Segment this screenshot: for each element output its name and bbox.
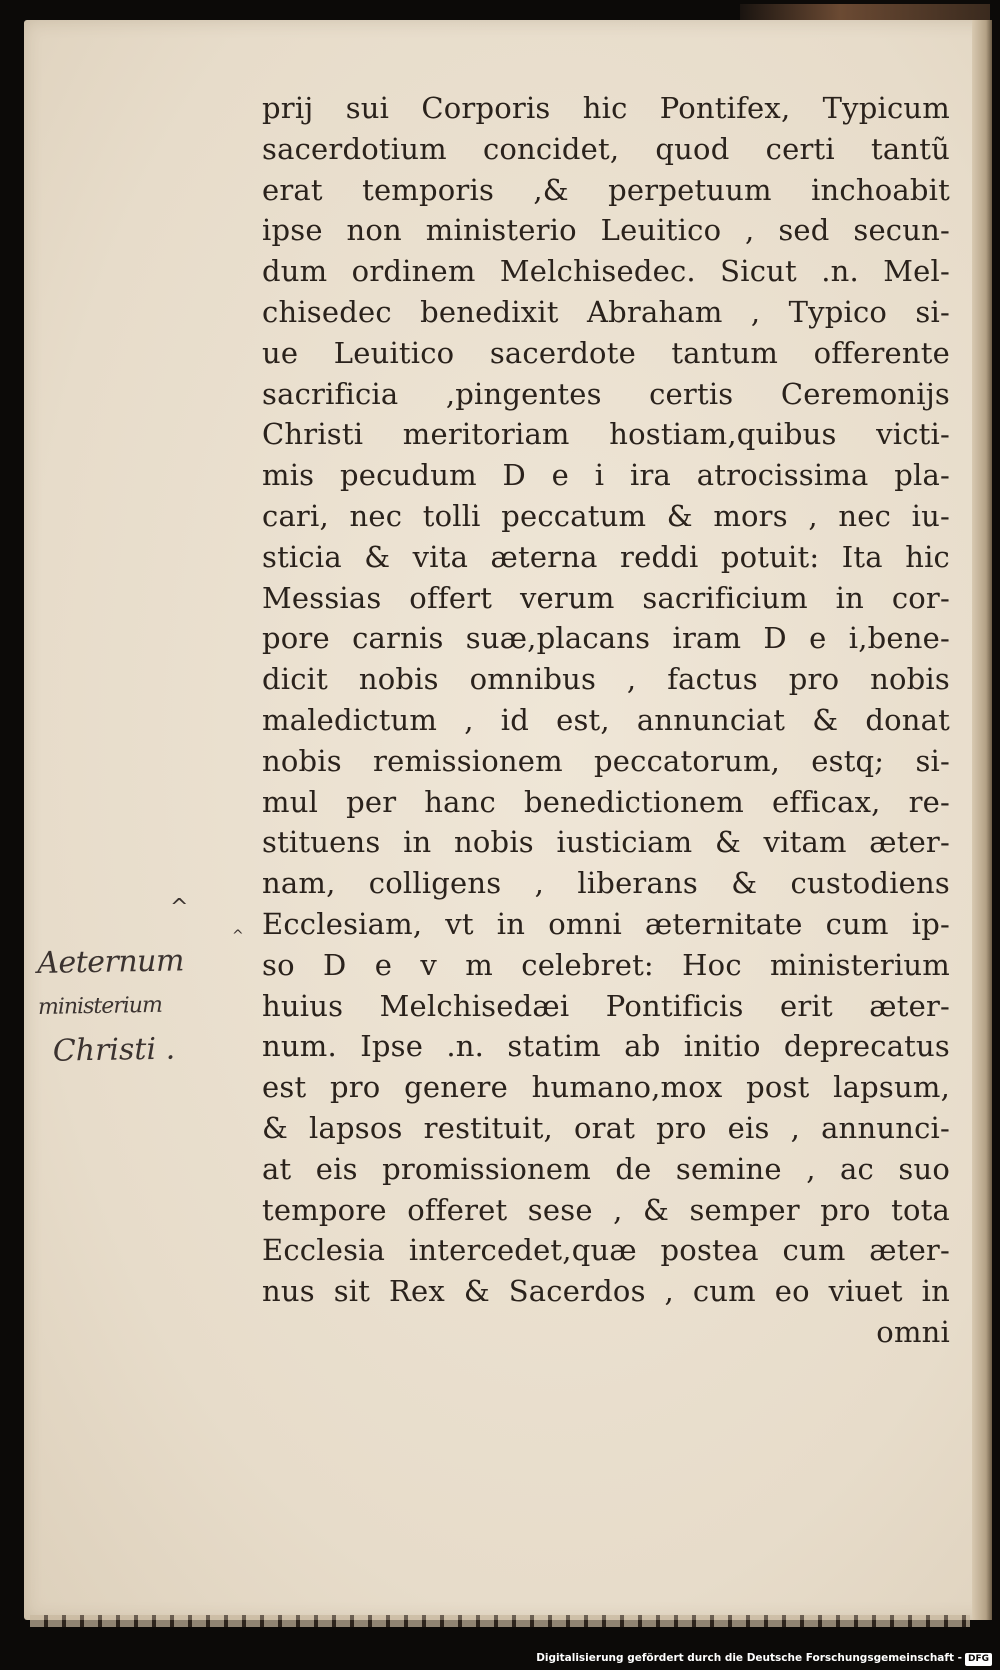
- insertion-caret-mark: ^: [232, 928, 244, 944]
- text-line: dicit nobis omnibus , factus pro nobis: [262, 662, 950, 697]
- text-line: ipse non ministerio Leuitico , sed secun-: [262, 213, 950, 248]
- text-line: dum ordinem Melchisedec. Sicut .n. Mel-: [262, 254, 950, 289]
- insertion-caret-mark: ^: [170, 895, 189, 920]
- catchword: omni: [876, 1314, 950, 1349]
- text-line: cari, nec tolli peccatum & mors , nec iu-: [262, 498, 950, 533]
- text-line: pore carnis suæ,placans iram D e i,bene-: [262, 621, 950, 656]
- text-line: Christi meritoriam hostiam,quibus victi-: [262, 417, 950, 452]
- text-line: maledictum , id est, annunciat & donat: [262, 702, 950, 737]
- text-line: mul per hanc benedictionem efficax, re-: [262, 784, 950, 819]
- text-line: Ecclesia intercedet,quæ postea cum æter-: [262, 1233, 950, 1268]
- margin-note-line: Aeternum: [36, 943, 185, 981]
- text-line: sacerdotium concidet, quod certi tantũ: [262, 131, 950, 166]
- text-line: nam, colligens , liberans & custodiens: [262, 866, 950, 901]
- handwritten-margin-note: [37, 938, 264, 1074]
- text-line: at eis promissionem de semine , ac suo: [262, 1151, 950, 1186]
- text-line: so D e v m celebret: Hoc ministerium: [262, 947, 950, 982]
- text-line: num. Ipse .n. statim ab initio deprecatus: [262, 1029, 950, 1064]
- text-line: tempore offeret sese , & semper pro tota: [262, 1192, 950, 1227]
- credit-text: Digitalisierung gefördert durch die Deutsche Forschungsgemeinschaft -: [536, 1652, 962, 1664]
- binding-strip-bottom: [30, 1615, 970, 1627]
- dfg-logo: DFG: [965, 1653, 992, 1666]
- text-line: chisedec benedixit Abraham , Typico si-: [262, 294, 950, 329]
- text-line: prij sui Corporis hic Pontifex, Typicum: [262, 91, 950, 125]
- text-line: mis pecudum D e i ira atrocissima pla-: [262, 458, 950, 493]
- digitization-credit: [536, 1649, 992, 1667]
- margin-note-line: ministerium: [37, 992, 163, 1020]
- text-line: erat temporis ,& perpetuum inchoabit: [262, 172, 950, 207]
- printed-text-block: [262, 88, 950, 1353]
- text-line: stituens in nobis iusticiam & vitam æter-: [262, 825, 950, 860]
- text-line: est pro genere humano,mox post lapsum,: [262, 1070, 950, 1105]
- text-line: nus sit Rex & Sacerdos , cum eo viuet in: [262, 1274, 950, 1309]
- margin-note-line: Christi .: [52, 1031, 176, 1069]
- text-line: & lapsos restituit, orat pro eis , annunci-: [262, 1110, 950, 1145]
- text-line: sticia & vita æterna reddi potuit: Ita hic: [262, 539, 950, 574]
- text-line: sacrificia ,pingentes certis Ceremonijs: [262, 376, 950, 411]
- text-line: Messias offert verum sacrificium in cor-: [262, 580, 950, 615]
- text-line: ue Leuitico sacerdote tantum offerente: [262, 335, 950, 370]
- text-line: Ecclesiam, vt in omni æternitate cum ip-: [262, 906, 950, 941]
- text-line: nobis remissionem peccatorum, estq; si-: [262, 743, 950, 778]
- page-edge: [972, 20, 992, 1620]
- text-line: huius Melchisedæi Pontificis erit æter-: [262, 988, 950, 1023]
- binding-strip-top: [740, 4, 990, 20]
